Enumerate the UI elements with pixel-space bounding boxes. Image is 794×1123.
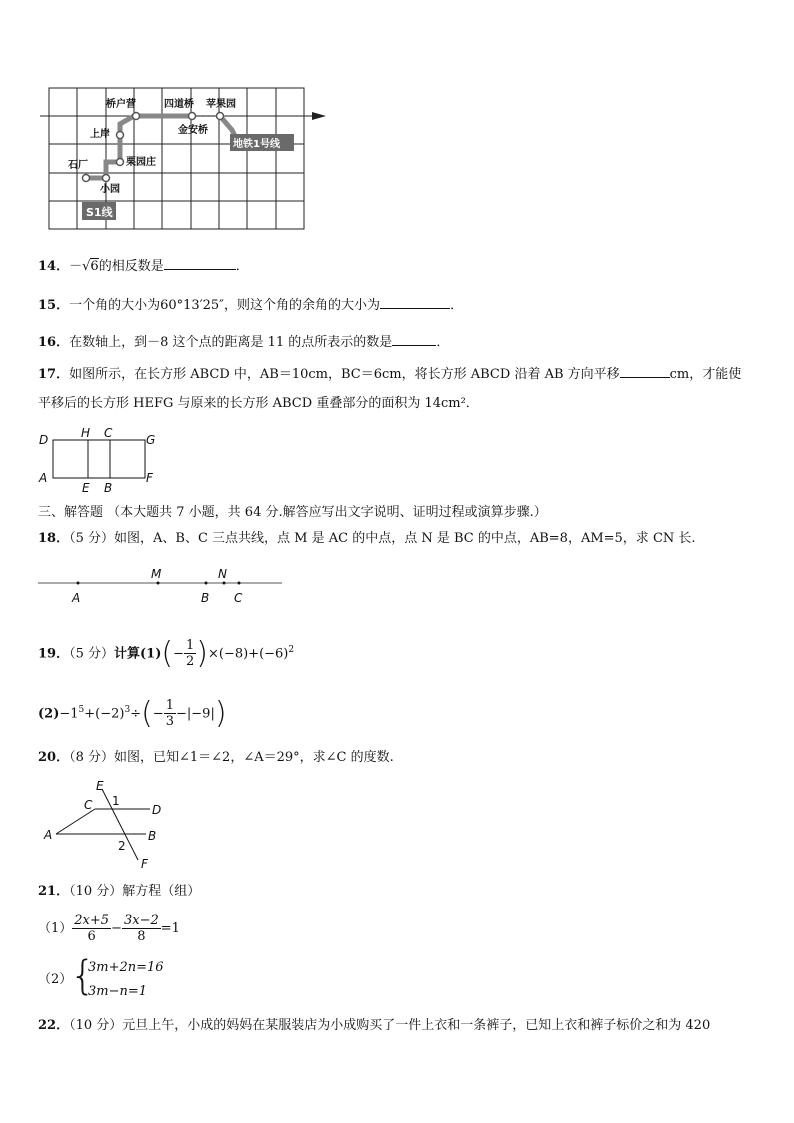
left-paren: ( [161, 635, 174, 671]
numerator: 3x−2 [123, 913, 159, 928]
q16-end: ． [436, 335, 450, 350]
q15-angle: 60°13′25″ [160, 298, 225, 313]
question-19-part-2 [38, 692, 227, 732]
collinear-points-figure [36, 566, 286, 606]
s1-route [86, 116, 192, 178]
system-brace: { [70, 953, 96, 999]
question-18 [38, 531, 696, 547]
map-axis-arrow [312, 112, 326, 120]
question-number: 19． [38, 646, 70, 662]
question-number: 14． [38, 259, 70, 274]
q20-text: 如图，已知∠1＝∠2，∠A＝29°，求∠C 的度数. [114, 750, 394, 765]
question-16 [38, 333, 449, 351]
q15-end: ． [450, 298, 464, 313]
label-F: F [141, 857, 148, 871]
exponent: 5 [78, 705, 85, 715]
label-D: D [39, 433, 49, 447]
q19-p1-rest: ×(−8)+(−6) [207, 646, 289, 662]
label-A: A [72, 591, 81, 605]
question-number: 21． [38, 884, 70, 899]
question-number: 22． [38, 1018, 70, 1033]
answer-blank[interactable] [620, 365, 670, 378]
line-ac [56, 809, 95, 834]
question-number: 17． [38, 367, 70, 382]
denominator: 3 [165, 714, 175, 730]
q14-text: 的相反数是 [98, 259, 164, 274]
system-equation-1: 3m+2n=16 [88, 960, 164, 975]
station-liyuanzhuang: 栗园庄 [126, 157, 156, 168]
denominator: 2 [185, 654, 195, 670]
q20-score: （8 分） [69, 750, 114, 765]
system-equation-2: 3m−n=1 [88, 984, 148, 999]
question-17-line-1 [38, 365, 741, 383]
rect-abcd-hefg [53, 440, 145, 478]
q15-text-post: ，则这个角的余角的大小为 [224, 298, 381, 313]
label-2: 2 [118, 839, 126, 853]
question-number: 15． [38, 298, 70, 313]
q16-text: 在数轴上，到－8 这个点的距离是 11 的点所表示的数是 [69, 335, 393, 350]
question-number: 16． [38, 335, 70, 350]
label-B: B [104, 481, 113, 495]
section-3-heading: 三、解答题 （本大题共 7 小题，共 64 分.解答应写出文字说明、证明过程或演算步骤.） [38, 505, 547, 520]
question-22 [38, 1018, 710, 1034]
exponent: 2 [288, 645, 295, 655]
right-paren: ) [214, 695, 227, 731]
right-paren: ) [196, 635, 208, 671]
minus-sign: − [111, 921, 122, 936]
label-C: C [234, 591, 243, 605]
q18-score: （5 分） [69, 531, 114, 546]
fraction [72, 913, 111, 944]
subway-map-figure [40, 84, 330, 234]
station-pingguoyuan: 苹果园 [206, 99, 236, 110]
label-F: F [146, 471, 153, 485]
equals-one: =1 [160, 921, 180, 936]
label-B: B [148, 829, 157, 843]
label-1: 1 [112, 794, 120, 808]
station-jinanqiao: 金安桥 [178, 125, 208, 136]
answer-blank[interactable] [164, 257, 236, 270]
label-C: C [84, 798, 93, 812]
station-qiaohuying: 桥户营 [106, 99, 136, 110]
rectangle-translation-figure [36, 426, 166, 496]
numerator: 2x+5 [74, 913, 110, 928]
q19-p2-a: −1 [59, 706, 79, 722]
station-sidaoqiao: 四道桥 [164, 99, 194, 110]
left-paren: ( [141, 695, 153, 731]
q19-p2-b: +(−2) [84, 706, 125, 722]
denominator: 6 [87, 929, 96, 944]
label-C: C [104, 426, 113, 440]
question-21 [38, 884, 200, 900]
q19-p2-label: (2) [38, 706, 60, 722]
parallel-lines-figure [40, 778, 180, 873]
fraction [122, 913, 161, 944]
q19-p1-sign: − [173, 646, 184, 662]
question-14 [38, 257, 249, 275]
q18-text: 如图，A、B、C 三点共线，点 M 是 AC 的中点，点 N 是 BC 的中点，AB=8，AM=5，求 CN 长. [114, 531, 696, 546]
q14-radicand: 6 [90, 259, 99, 274]
q17-text-post: cm，才能使 [669, 367, 742, 382]
question-21-part-1 [38, 912, 180, 946]
line1-label: 地铁1号线 [233, 139, 280, 150]
q22-score: （10 分） [69, 1018, 123, 1033]
q19-p2-sign: − [152, 706, 164, 722]
exponent: 3 [124, 705, 131, 715]
label-M: M [151, 567, 162, 581]
q21-text: 解方程（组） [122, 884, 201, 899]
q19-score: （5 分） [69, 646, 114, 662]
label-H: H [81, 426, 91, 440]
answer-blank[interactable] [392, 333, 436, 346]
label-G: G [146, 433, 156, 447]
question-number: 20． [38, 750, 70, 765]
q14-end: ． [235, 259, 249, 274]
q17-text-pre: 如图所示，在长方形 ABCD 中，AB＝10cm，BC＝6cm，将长方形 ABCD 沿着 AB 方向平移 [69, 367, 620, 382]
question-number: 18． [38, 531, 70, 546]
question-20 [38, 750, 394, 766]
sqrt-symbol: √ [82, 259, 91, 274]
fraction [184, 638, 196, 669]
q21-score: （10 分） [69, 884, 123, 899]
label-E: E [82, 481, 90, 495]
q19-p2-tail: −|−9| [176, 706, 215, 722]
fraction [164, 698, 176, 729]
numerator: 1 [185, 638, 195, 654]
numerator: 1 [165, 698, 175, 714]
answer-blank[interactable] [380, 296, 450, 309]
question-19-part-1 [38, 632, 294, 672]
label-A: A [44, 828, 53, 842]
s1-label: S1线 [86, 206, 113, 219]
q15-text-pre: 一个角的大小为 [69, 298, 161, 313]
label-N: N [218, 567, 227, 581]
station-xiaoyuan: 小园 [100, 184, 120, 195]
question-17-line-2: 平移后的长方形 HEFG 与原来的长方形 ABCD 重叠部分的面积为 14cm²． [38, 396, 479, 411]
denominator: 8 [137, 929, 146, 944]
label-E: E [96, 779, 104, 793]
label-B: B [201, 591, 210, 605]
station-shichang: 石厂 [68, 160, 88, 171]
q19-lead: 计算(1) [114, 646, 162, 662]
label-D: D [152, 803, 162, 817]
q14-minus: － [69, 259, 83, 274]
question-15 [38, 296, 463, 314]
divide-sign: ÷ [130, 706, 142, 722]
q21-p2-label: （2） [38, 972, 73, 987]
label-A: A [39, 471, 48, 485]
station-shangan: 上岸 [90, 129, 110, 140]
q22-text: 元旦上午，小成的妈妈在某服装店为小成购买了一件上衣和一条裤子，已知上衣和裤子标价之和为 420 [122, 1018, 711, 1033]
q21-p1-label: （1） [38, 921, 73, 936]
